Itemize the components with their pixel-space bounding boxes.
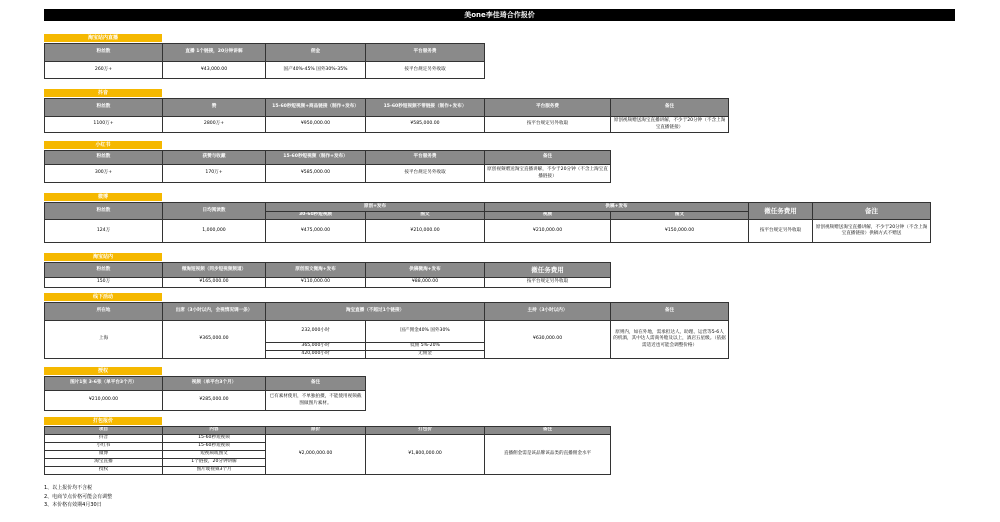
section-tb-in xyxy=(44,253,611,288)
header-cell: 平台服务费 xyxy=(366,151,485,165)
table-cell: 无佣金 xyxy=(366,351,485,359)
header-cell: 日均阅读数 xyxy=(163,203,266,220)
table-cell: 按平台规定另外收取 xyxy=(366,62,485,79)
table-cell: ¥43,000.00 xyxy=(163,62,266,79)
section-package xyxy=(44,417,611,475)
table-cell: 原创视频赠送淘宝直播讲解，不少于20分钟（不含上淘宝直播链接） xyxy=(611,117,729,133)
header-cell: 备注 xyxy=(813,203,931,220)
table-cell: 授权 xyxy=(45,467,163,475)
header-cell: 项目 xyxy=(45,427,163,435)
section-xhs xyxy=(44,141,611,183)
section-tag: 微博 xyxy=(44,193,162,201)
section-tag: 授权 xyxy=(44,367,162,375)
header-cell: 原创图文微淘+发布 xyxy=(266,263,366,278)
table-cell: 1,000,000 xyxy=(163,220,266,243)
table-cell: 国产佣金40% 国外30% xyxy=(366,321,485,343)
footnotes xyxy=(44,484,112,510)
header-cell: 淘宝直播（不超过1个链接） xyxy=(266,303,485,321)
table-cell: ¥110,000.00 xyxy=(266,278,366,288)
header-cell: 平台服务费 xyxy=(485,99,611,117)
header-cell: 粉丝数 xyxy=(45,263,163,278)
header-cell: 供稿+发布 xyxy=(485,203,749,212)
table-cell: 420,000小时 xyxy=(266,351,366,359)
header-cell: 获赞与收藏 xyxy=(163,151,266,165)
header-cell: 粉丝数 xyxy=(45,44,163,62)
table-cell: 国产40%-45% 国外30%-35% xyxy=(266,62,366,79)
header-cell: 主持（3小时以内） xyxy=(485,303,611,321)
header-cell: 备注 xyxy=(266,377,366,391)
header-cell: 微任务费用 xyxy=(485,263,611,278)
header-cell: 30-60秒短视频 xyxy=(266,212,366,220)
table-cell: 365,000小时 xyxy=(266,343,366,351)
header-cell: 图片1张 3-6张（单平台3个月） xyxy=(45,377,163,391)
table-cell: 直播佣金需是该品牌该品类的直播佣金水平 xyxy=(485,435,611,475)
table-cell: 124万 xyxy=(45,220,163,243)
footnote: 1、以上报价均不含税 xyxy=(44,485,93,491)
header-cell: 粉丝数 xyxy=(45,99,163,117)
header-cell: 供稿微淘+发布 xyxy=(366,263,485,278)
header-cell: 15-60秒短视频不带链接（制作+发布） xyxy=(366,99,485,117)
table-cell: 2800万+ xyxy=(163,117,266,133)
table-cell: 170万+ xyxy=(163,165,266,183)
table-cell: ¥475,000.00 xyxy=(266,220,366,243)
table-cell: 抖音 xyxy=(45,435,163,443)
section-tag: 线下活动 xyxy=(44,293,162,301)
table-cell: 300万+ xyxy=(45,165,163,183)
table-cell: ¥2,000,000.00 xyxy=(266,435,366,475)
section-offline xyxy=(44,293,729,359)
header-cell: 15-60秒短视频（制作+发布） xyxy=(266,151,366,165)
header-cell: 原价 xyxy=(266,427,366,435)
header-cell: 出席（3小时以内，会视情况调一条） xyxy=(163,303,266,321)
table-cell: 图片或视频3个月 xyxy=(163,467,266,475)
section-tag: 打包报价 xyxy=(44,417,162,425)
header-cell: 粉丝数 xyxy=(45,203,163,220)
table-cell: 按平台规定另外收取 xyxy=(485,278,611,288)
page-title: 美one李佳琦合作报价 xyxy=(44,9,955,21)
footnote: 2、电商节点价格可能会有调整 xyxy=(44,493,113,500)
section-tag: 小红书 xyxy=(44,141,162,149)
section-tb-live xyxy=(44,34,485,79)
header-cell: 粉丝数 xyxy=(45,151,163,165)
table-cell: 原创视频赠送淘宝直播讲解，不少于20分钟（不含上淘宝直播链接）供稿方式不赠送 xyxy=(813,220,931,243)
header-cell: 视频（单平台3个月） xyxy=(163,377,266,391)
table-cell: 原创视频赠送淘宝直播讲解，不少于20分钟（不含上淘宝直播链接） xyxy=(485,165,611,183)
table-cell: ¥210,000.00 xyxy=(45,391,163,411)
table-cell: 短视频或图文 xyxy=(163,451,266,459)
table-cell: 1个链接，20分钟讲解 xyxy=(163,459,266,467)
header-cell: 视频 xyxy=(485,212,611,220)
header-cell: 备注 xyxy=(611,99,729,117)
table-cell: ¥285,000.00 xyxy=(163,391,266,411)
table-cell: 低佣 5%-20% xyxy=(366,343,485,351)
header-cell: 备注 xyxy=(485,427,611,435)
header-cell: 图文 xyxy=(611,212,749,220)
table-cell: ¥585,000.00 xyxy=(366,117,485,133)
table-cell: 小红书 xyxy=(45,443,163,451)
table-cell: 1100万+ xyxy=(45,117,163,133)
footnote: 3、本价格有效期4月30日 xyxy=(44,502,102,508)
table-cell: 15-60秒短视频 xyxy=(163,435,266,443)
table-cell: 已有素材使用，不单独拍摄，不能使用视频截图做图片素材。 xyxy=(266,391,366,411)
header-cell: 微任务费用 xyxy=(749,203,813,220)
header-cell: 平台服务费 xyxy=(366,44,485,62)
table-cell: 260万+ xyxy=(45,62,163,79)
header-cell: 15-60秒短视频+商品链接（制作+发布） xyxy=(266,99,366,117)
header-cell: 备注 xyxy=(611,303,729,321)
header-cell: 图文 xyxy=(366,212,485,220)
table-cell: 232,000小时 xyxy=(266,321,366,343)
header-cell: 原创+发布 xyxy=(266,203,485,212)
section-douyin xyxy=(44,89,729,133)
table-cell: ¥165,000.00 xyxy=(163,278,266,288)
header-cell: 备注 xyxy=(485,151,611,165)
table-cell: ¥210,000.00 xyxy=(366,220,485,243)
header-cell: 赞 xyxy=(163,99,266,117)
header-cell: 直播 1个链接，20分钟讲解 xyxy=(163,44,266,62)
table-cell: ¥1,800,000.00 xyxy=(366,435,485,475)
header-cell: 微淘短视频（同步短视频频道） xyxy=(163,263,266,278)
header-cell: 佣金 xyxy=(266,44,366,62)
section-auth xyxy=(44,367,366,411)
table-cell: 微博 xyxy=(45,451,163,459)
table-cell: 淘宝直播 xyxy=(45,459,163,467)
table-cell: ¥150,000.00 xyxy=(611,220,749,243)
table-cell: 150万 xyxy=(45,278,163,288)
section-tag: 淘宝站内直播 xyxy=(44,34,162,42)
section-tag: 淘宝站内 xyxy=(44,253,162,261)
table-cell: 按平台规定另外收取 xyxy=(485,117,611,133)
table-cell: ¥630,000.00 xyxy=(485,321,611,359)
section-tag: 抖音 xyxy=(44,89,162,97)
table-cell: ¥365,000.00 xyxy=(163,321,266,359)
table-cell: 原则内，如在外地，需承担达人、助理、运营等5-6人的机酒，其中达人需商务舱及以上，酒店五星级。（依据需适近也可能会调整价格） xyxy=(611,321,729,359)
table-cell: ¥585,000.00 xyxy=(266,165,366,183)
table-cell: 上海 xyxy=(45,321,163,359)
header-cell: 内容 xyxy=(163,427,266,435)
table-cell: ¥950,000.00 xyxy=(266,117,366,133)
header-cell: 打包价 xyxy=(366,427,485,435)
table-cell: 按平台规定另外收取 xyxy=(366,165,485,183)
header-cell: 所在地 xyxy=(45,303,163,321)
table-cell: 15-60秒短视频 xyxy=(163,443,266,451)
section-weibo xyxy=(44,193,931,243)
table-cell: ¥88,000.00 xyxy=(366,278,485,288)
table-cell: 按平台规定另外收取 xyxy=(749,220,813,243)
table-cell: ¥210,000.00 xyxy=(485,220,611,243)
